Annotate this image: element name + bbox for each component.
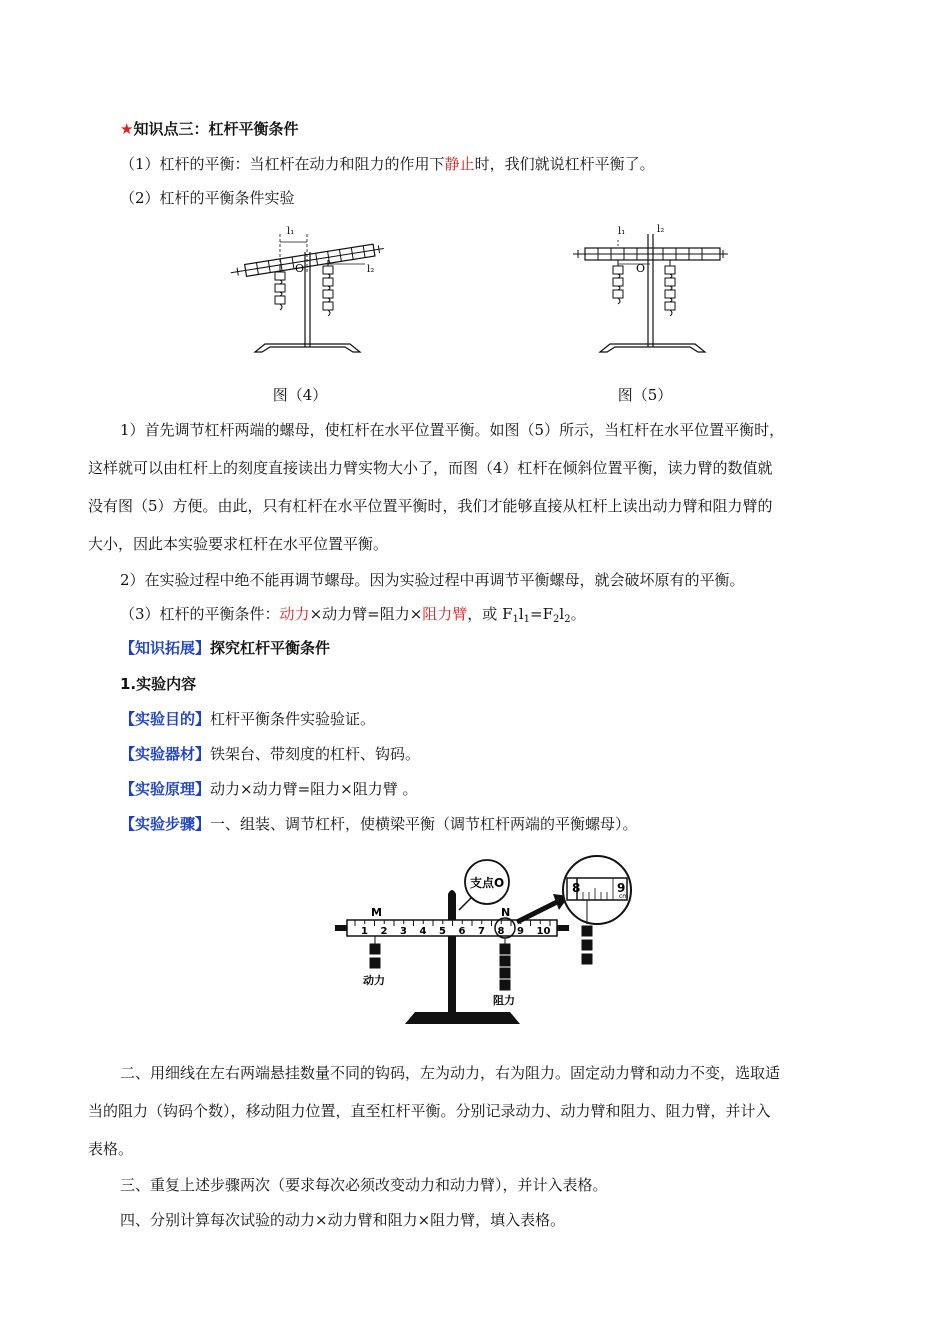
fig5-l1-label: l₁ — [618, 226, 626, 237]
resistance-label: 阻力 — [493, 994, 515, 1007]
paragraph-1-line-4: 大小，因此本实验要求杠杆在水平位置平衡。 — [88, 535, 389, 553]
figure-5-caption: 图（5） — [617, 386, 673, 404]
fig4-o-label: O — [295, 262, 305, 275]
experiment-equipment: 【实验器材】铁架台、带刻度的杠杆、钩码。 — [120, 745, 421, 763]
fig5-o-label: O — [636, 262, 646, 275]
experiment-step-1: 【实验步骤】一、组装、调节杠杆，使横梁平衡（调节杠杆两端的平衡螺母）。 — [120, 815, 638, 833]
section-title: ★知识点三：杠杆平衡条件 — [120, 120, 299, 138]
pivot-label: 支点O — [470, 876, 505, 890]
experiment-content-heading: 1.实验内容 — [120, 675, 197, 693]
expansion-heading: 【知识拓展】探究杠杆平衡条件 — [120, 639, 331, 657]
balance-condition: （3）杠杆的平衡条件：动力×动力臂=阻力×阻力臂，或 $F_1l_1=F_2l_2$。 — [120, 605, 586, 625]
beam-tick-label: 3 — [400, 926, 407, 937]
beam-tick-label: 1 — [361, 926, 368, 937]
step-2-line-3: 表格。 — [88, 1140, 134, 1158]
step-2-line-1: 二、用细线在左右两端悬挂数量不同的钩码，左为动力，右为阻力。固定动力臂和动力不变，选取适 — [120, 1064, 781, 1082]
experiment-purpose: 【实验目的】杠杆平衡条件实验验证。 — [120, 710, 376, 728]
zoom-label-8: 8 — [572, 881, 581, 895]
beam-tick-label: 8 — [497, 926, 505, 937]
paragraph-1-line-3: 没有图（5）方便。由此，只有杠杆在水平位置平衡时，我们才能够直接从杠杆上读出动力臂和阻力臂的 — [88, 497, 773, 515]
beam-tick-label: 9 — [517, 926, 524, 937]
figure-5-horizontal-lever — [570, 222, 730, 367]
marker-m: M — [371, 906, 382, 919]
fig4-l2-label: l₂ — [367, 264, 375, 275]
force-label: 动力 — [363, 974, 385, 987]
lever-experiment-diagram — [335, 852, 629, 1032]
experiment-principle: 【实验原理】动力×动力臂=阻力×阻力臂 。 — [120, 780, 418, 798]
figure-4-tilted-lever — [225, 222, 385, 367]
step-4: 四、分别计算每次试验的动力×动力臂和阻力×阻力臂，填入表格。 — [120, 1211, 566, 1229]
paragraph-1-line-1: 1）首先调节杠杆两端的螺母，使杠杆在水平位置平衡。如图（5）所示，当杠杆在水平位置平衡时， — [120, 421, 785, 439]
figure-4-caption: 图（4） — [272, 386, 328, 404]
zoom-label-cm: cm — [619, 893, 629, 900]
beam-tick-label: 4 — [419, 926, 427, 937]
zoom-label-9: 9 — [617, 881, 626, 895]
paragraph-2: 2）在实验过程中绝不能再调节螺母。因为实验过程中再调节平衡螺母，就会破坏原有的平衡。 — [120, 571, 745, 589]
step-2-line-2: 当的阻力（钩码个数），移动阻力位置，直至杠杆平衡。分别记录动力、动力臂和阻力、阻力臂，并计入 — [88, 1102, 771, 1120]
step-3: 三、重复上述步骤两次（要求每次必须改变动力和动力臂），并计入表格。 — [120, 1176, 608, 1194]
beam-tick-label: 6 — [458, 926, 466, 937]
marker-n: N — [501, 906, 511, 919]
fig5-l2-label: l₂ — [657, 224, 665, 235]
beam-tick-label: 10 — [536, 926, 551, 937]
fig4-l1-label: l₁ — [287, 226, 295, 237]
star-icon: ★ — [120, 120, 134, 138]
paragraph-experiment-heading: （2）杠杆的平衡条件实验 — [120, 189, 295, 207]
beam-tick-label: 2 — [380, 926, 388, 937]
paragraph-balance-definition: （1）杠杆的平衡：当杠杆在动力和阻力的作用下静止时，我们就说杠杆平衡了。 — [120, 155, 655, 173]
paragraph-1-line-2: 这样就可以由杠杆上的刻度直接读出力臂实物大小了，而图（4）杠杆在倾斜位置平衡，读力臂的数值就 — [88, 459, 773, 477]
beam-tick-label: 5 — [439, 926, 446, 937]
beam-tick-label: 7 — [478, 926, 485, 937]
